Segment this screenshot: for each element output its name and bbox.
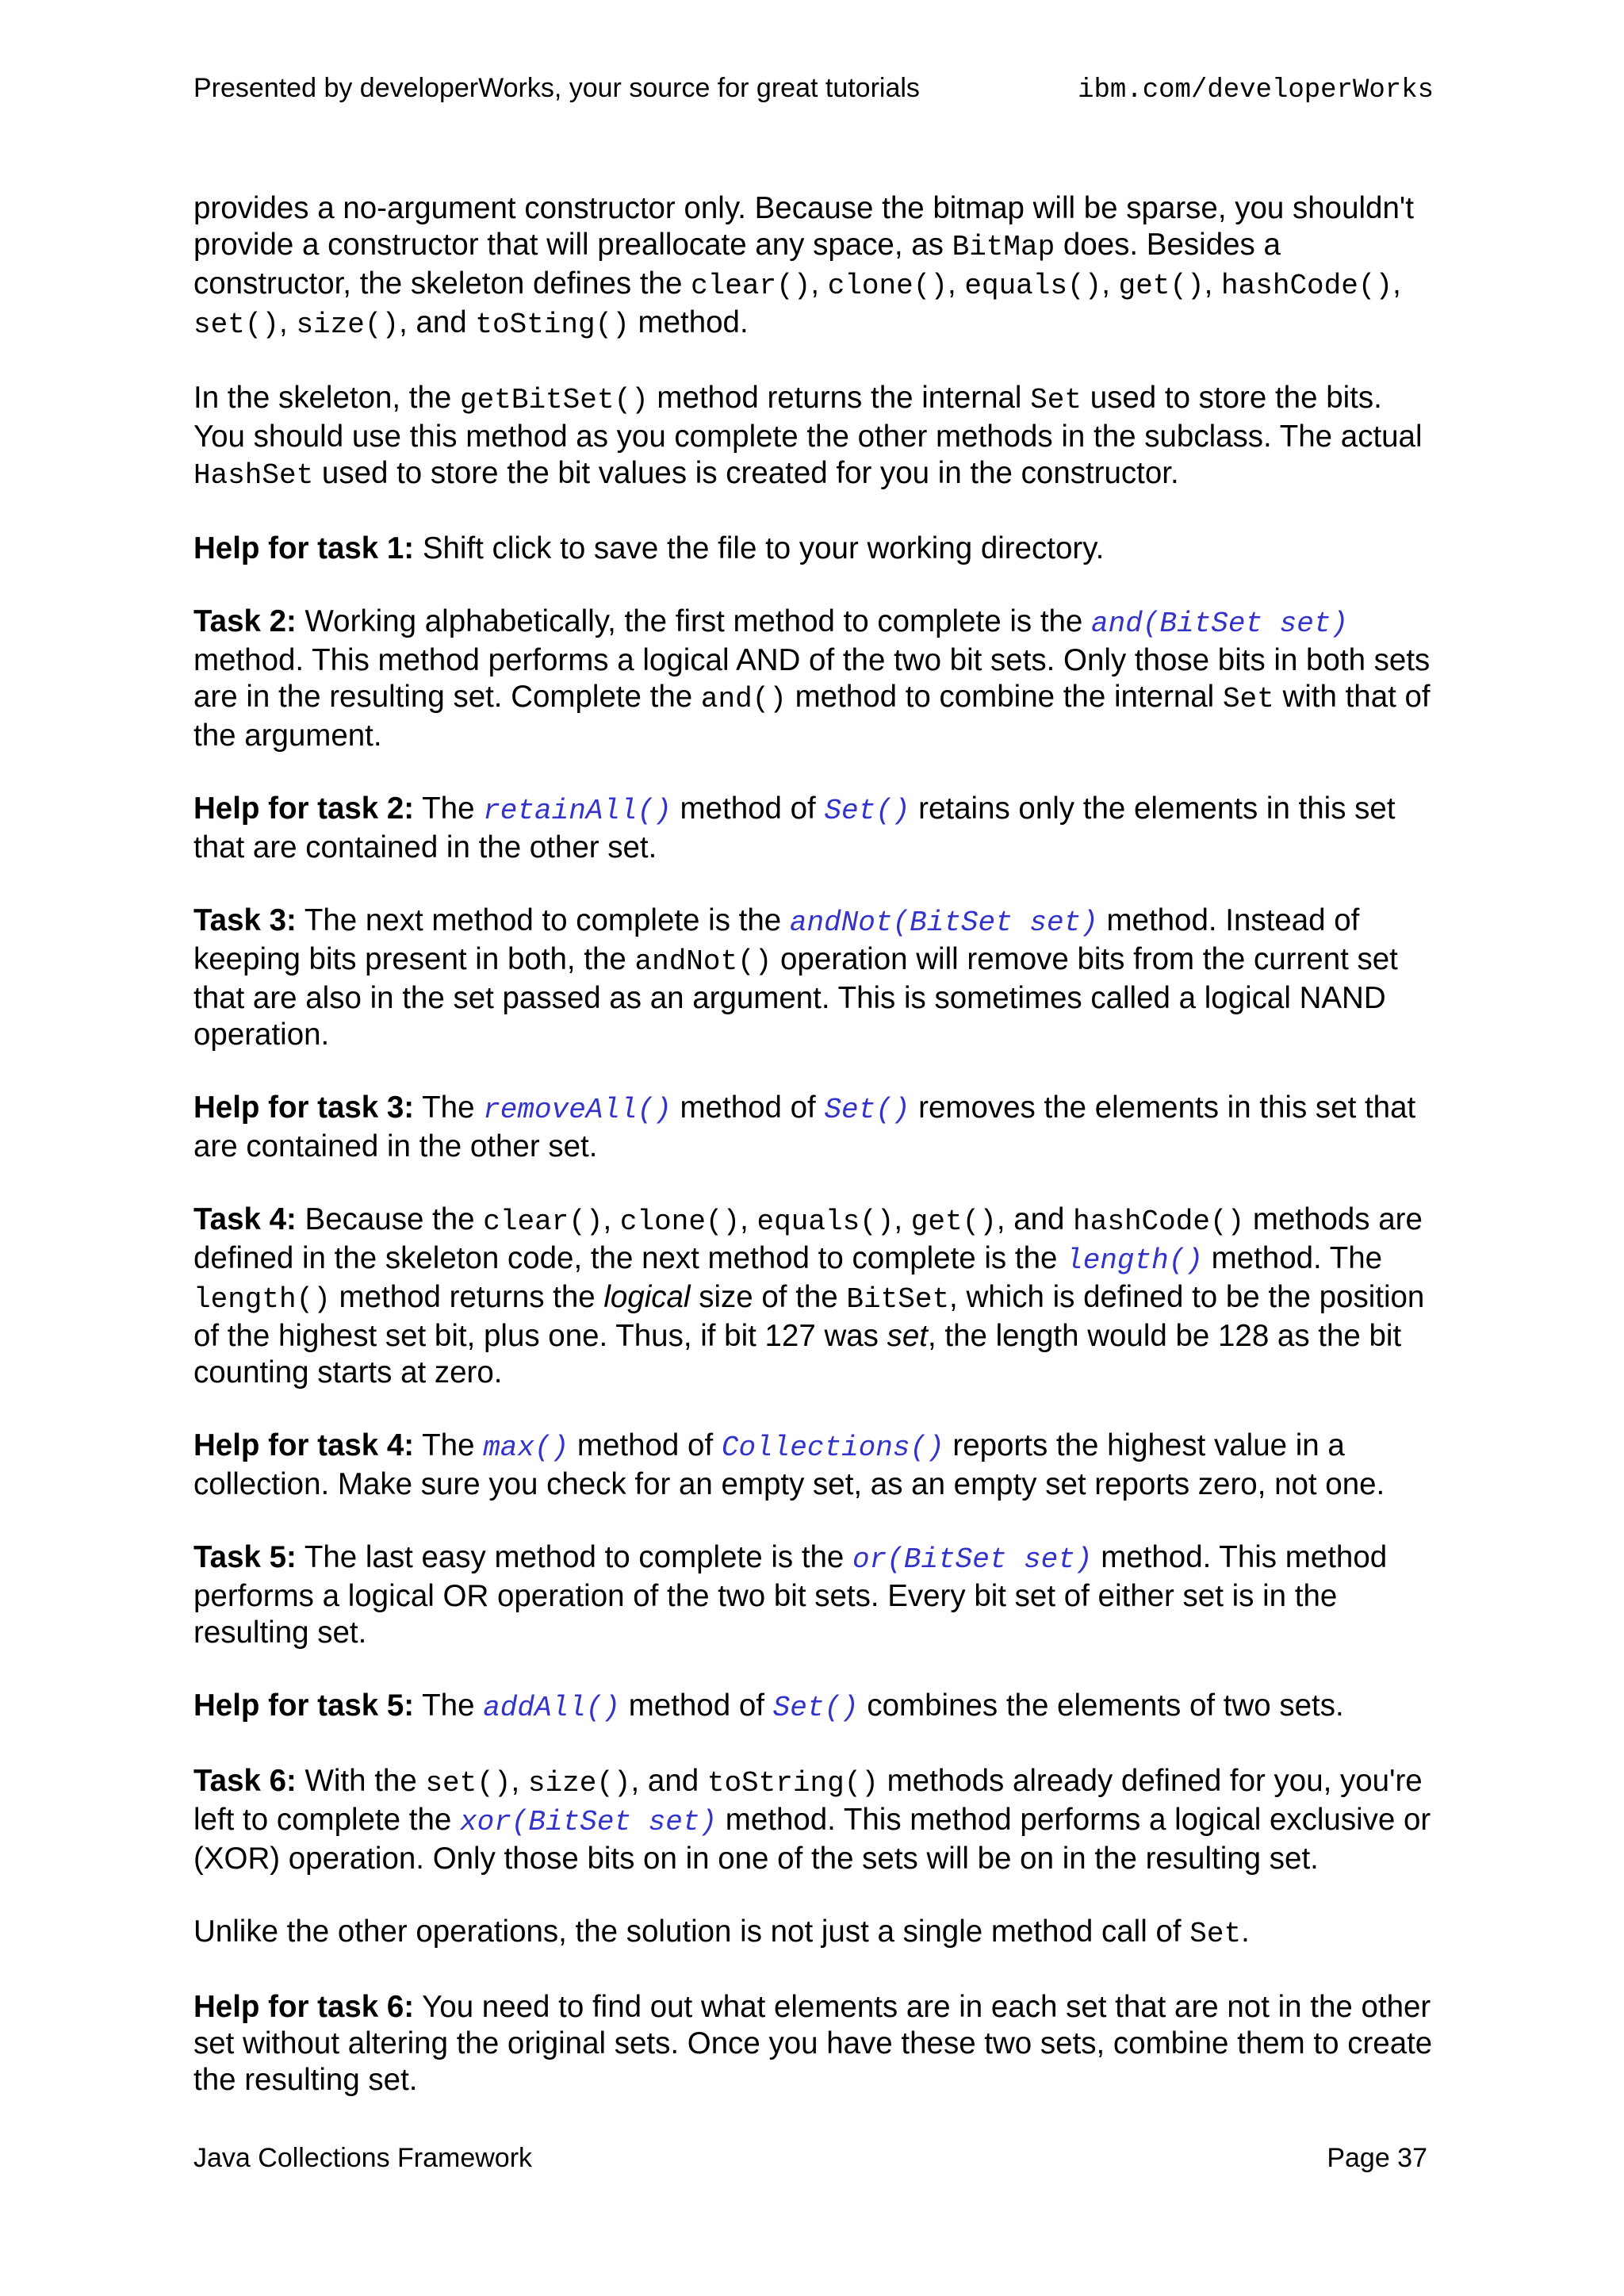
code-clone: clone() — [827, 270, 948, 302]
text: Because the — [296, 1202, 484, 1236]
help-task-1 — [193, 531, 1440, 567]
text: method returns the — [330, 1280, 604, 1314]
code-set: set() — [425, 1767, 511, 1800]
code-clone: clone() — [619, 1205, 741, 1238]
text: provides a no-argument constructor only. Because the bitmap will be sparse, you shouldn't provide a constructor that will preallocate any space, as — [193, 191, 1414, 262]
text: The next method to complete is the — [296, 903, 790, 937]
code-getbitset: getBitSet() — [460, 384, 649, 416]
text: , which is defined to be the position of the highest set bit, plus one. Thus, if bit 127 was — [193, 1280, 1425, 1353]
code-hashcode: hashCode() — [1073, 1205, 1245, 1238]
paragraph-constructor — [193, 190, 1440, 343]
code-size: size() — [296, 309, 400, 341]
help-label: Help for task 3: — [193, 1091, 415, 1125]
code-hashcode: hashCode() — [1221, 270, 1393, 302]
text: , the length would be 128 as the bit counting starts at zero. — [193, 1319, 1402, 1389]
text: , and — [996, 1202, 1074, 1236]
task-label: Task 3: — [193, 903, 297, 937]
text: method. This method performs a logical exclusive or (XOR) operation. Only those bits on in one of the sets will be on in the resulting set. — [193, 1803, 1431, 1876]
text: method of — [671, 1091, 825, 1125]
code-and: and() — [700, 683, 787, 715]
text: method. Instead of keeping bits present in both, the — [193, 903, 1360, 976]
text: methods already defined for you, you're left to complete the — [193, 1764, 1423, 1837]
link-max[interactable]: max() — [483, 1432, 569, 1464]
emphasis-logical: logical — [603, 1280, 691, 1314]
page-footer — [193, 2143, 1427, 2174]
help-label: Help for task 4: — [193, 1428, 415, 1462]
text: method. — [629, 305, 749, 339]
text: Unlike the other operations, the solution is not just a single method call of — [193, 1915, 1190, 1949]
code-get: get() — [910, 1205, 997, 1238]
task-label: Task 5: — [193, 1540, 297, 1574]
code-set: Set — [1030, 384, 1082, 416]
page-content — [193, 190, 1440, 2135]
text: The — [414, 792, 484, 826]
text: The last easy method to complete is the — [296, 1540, 853, 1574]
link-set[interactable]: Set() — [824, 795, 910, 827]
link-and-bitset[interactable]: and(BitSet set) — [1091, 608, 1349, 640]
code-size: size() — [527, 1767, 631, 1800]
task-5 — [193, 1539, 1440, 1651]
code-get: get() — [1118, 270, 1205, 302]
task-2 — [193, 604, 1440, 754]
link-xor-bitset[interactable]: xor(BitSet set) — [460, 1806, 718, 1838]
separator: , — [279, 305, 297, 339]
help-task-6 — [193, 1989, 1440, 2099]
code-clear: clear() — [483, 1205, 603, 1238]
text: method. This method performs a logical OR operation of the two bit sets. Every bit set of either set is in the resulting set. — [193, 1540, 1388, 1650]
text: With the — [296, 1764, 426, 1798]
help-label: Help for task 5: — [193, 1688, 415, 1723]
text: size of the — [690, 1280, 847, 1314]
emphasis-set: set — [887, 1319, 928, 1353]
separator: , — [894, 1202, 911, 1236]
help-label: Help for task 1: — [193, 531, 415, 565]
help-label: Help for task 6: — [193, 1990, 415, 2024]
page-number: Page 37 — [1327, 2143, 1427, 2173]
separator: , — [1101, 266, 1119, 301]
header-site: ibm.com/developerWorks — [1078, 75, 1434, 105]
code-bitmap: BitMap — [952, 231, 1055, 263]
text: method of — [569, 1428, 722, 1462]
task-label: Task 4: — [193, 1202, 297, 1236]
text: method. The — [1202, 1241, 1383, 1275]
task-4 — [193, 1202, 1440, 1391]
task-label: Task 2: — [193, 604, 297, 638]
separator: , — [511, 1764, 528, 1798]
link-addall[interactable]: addAll() — [483, 1692, 621, 1724]
text: methods are defined in the skeleton code, the next method to complete is the — [193, 1202, 1423, 1275]
code-set: Set — [1222, 683, 1274, 715]
paragraph-getbitset — [193, 380, 1440, 494]
text: You need to find out what elements are in each set that are not in the other set without altering the original sets. Once you have these two sets, combine them to create the resulting set. — [193, 1990, 1433, 2097]
text: The — [414, 1688, 484, 1723]
code-tostring: toString() — [707, 1767, 879, 1800]
code-clear: clear() — [691, 270, 811, 302]
code-hashset: HashSet — [193, 459, 314, 492]
text: reports the highest value in a collection. Make sure you check for an empty set, as an empty set reports zero, not one. — [193, 1428, 1385, 1501]
separator: , — [1392, 266, 1401, 301]
text: Working alphabetically, the first method to complete is the — [296, 604, 1092, 638]
help-task-2 — [193, 791, 1440, 866]
text: , and — [630, 1764, 707, 1798]
task-label: Task 6: — [193, 1764, 297, 1798]
text: removes the elements in this set that are contained in the other set. — [193, 1091, 1416, 1163]
text: method of — [620, 1688, 773, 1723]
link-length[interactable]: length() — [1066, 1244, 1203, 1277]
link-or-bitset[interactable]: or(BitSet set) — [852, 1543, 1093, 1576]
code-tosting: toSting() — [475, 309, 630, 341]
page-header — [193, 73, 1434, 105]
link-removeall[interactable]: removeAll() — [483, 1094, 672, 1126]
separator: , — [1204, 266, 1222, 301]
link-andnot-bitset[interactable]: andNot(BitSet set) — [789, 907, 1098, 939]
code-bitset: BitSet — [846, 1283, 950, 1316]
help-task-4 — [193, 1428, 1440, 1503]
text: method of — [671, 792, 825, 826]
paragraph-unlike — [193, 1914, 1440, 1953]
text: operation will remove bits from the current set that are also in the set passed as an argument. This is sometimes called a logical NAND operation. — [193, 942, 1398, 1052]
code-equals: equals() — [964, 270, 1102, 302]
separator: , — [810, 266, 828, 301]
separator: , — [603, 1202, 620, 1236]
text: retains only the elements in this set that are contained in the other set. — [193, 792, 1396, 864]
text: used to store the bits. You should use this method as you complete the other methods in the subclass. The actual — [193, 381, 1423, 454]
text: The — [414, 1428, 484, 1462]
header-presented-by: Presented by developerWorks, your source for great tutorials — [193, 73, 920, 103]
task-3 — [193, 903, 1440, 1053]
text: . — [1241, 1915, 1250, 1949]
text: with that of the argument. — [193, 680, 1431, 753]
text: method returns the internal — [648, 381, 1031, 415]
link-retainall[interactable]: retainAll() — [483, 795, 672, 827]
text: does. Besides a constructor, the skeleton defines the — [193, 228, 1281, 301]
code-andnot: andNot() — [634, 945, 772, 978]
code-set: set() — [193, 309, 280, 341]
text: used to store the bit values is created for you in the constructor. — [313, 456, 1179, 490]
text: Shift click to save the file to your working directory. — [414, 531, 1105, 565]
help-label: Help for task 2: — [193, 792, 415, 826]
code-equals: equals() — [756, 1205, 894, 1238]
link-set[interactable]: Set() — [824, 1094, 910, 1126]
help-task-3 — [193, 1090, 1440, 1165]
separator: , — [740, 1202, 757, 1236]
code-set: Set — [1189, 1918, 1242, 1950]
text: combines the elements of two sets. — [858, 1688, 1344, 1723]
text: , and — [399, 305, 476, 339]
text: method to combine the internal — [786, 680, 1223, 714]
text: The — [414, 1091, 484, 1125]
help-task-5 — [193, 1688, 1440, 1727]
separator: , — [947, 266, 965, 301]
text: method. This method performs a logical AND of the two bit sets. Only those bits in both sets are in the resulting set. Complete the — [193, 643, 1431, 714]
link-collections[interactable]: Collections() — [721, 1432, 944, 1464]
text: In the skeleton, the — [193, 381, 461, 415]
task-6 — [193, 1763, 1440, 1877]
link-set[interactable]: Set() — [772, 1692, 859, 1724]
footer-title: Java Collections Framework — [193, 2143, 533, 2173]
code-length: length() — [193, 1283, 331, 1316]
